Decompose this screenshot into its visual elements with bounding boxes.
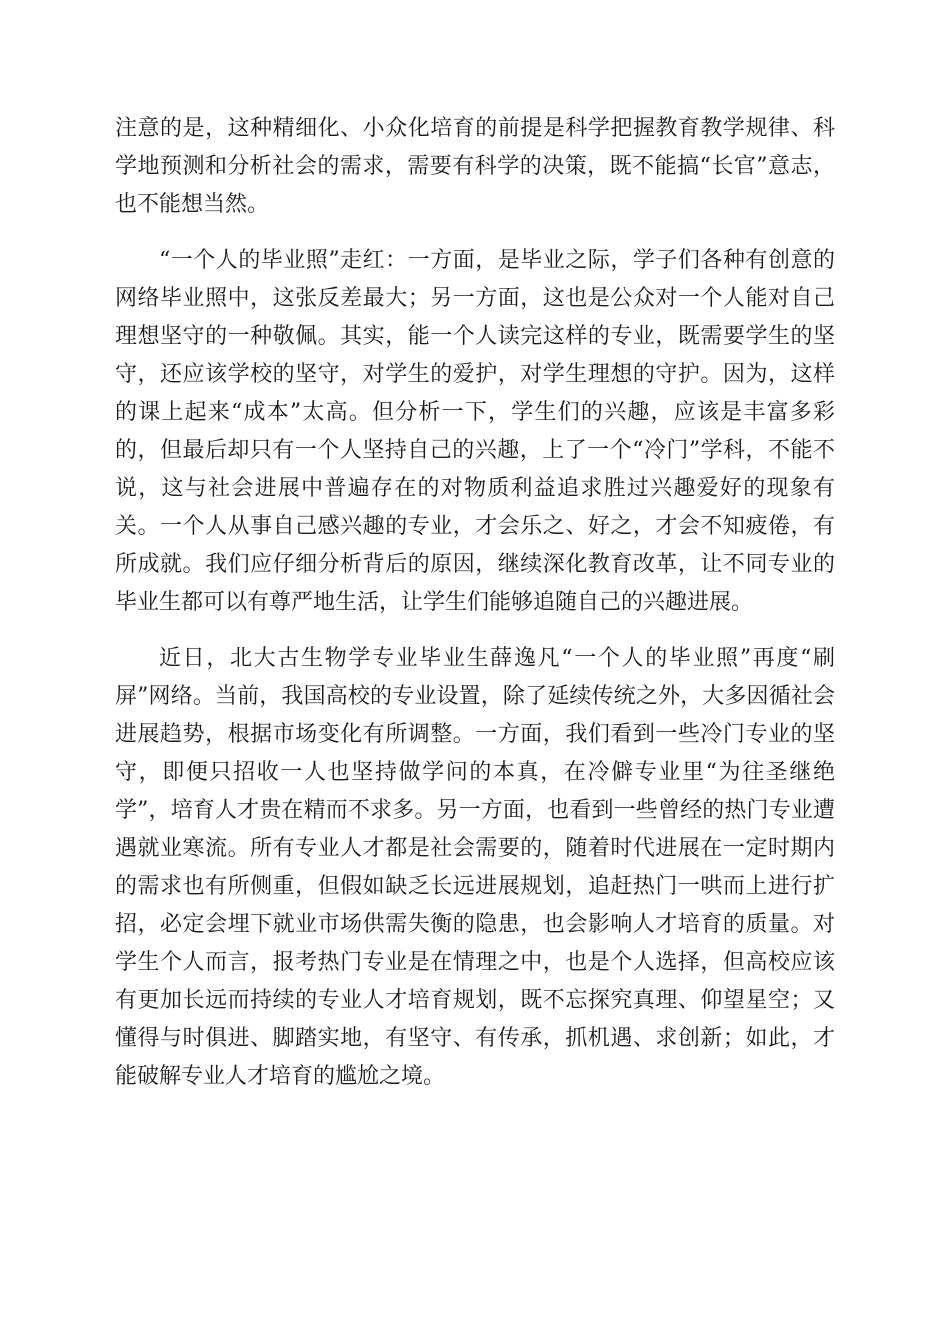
paragraph-graduation-photo: “一个人的毕业照”走红：一方面，是毕业之际，学子们各种有创意的网络毕业照中，这张反差最大；另一方面，这也是公众对一个人能对自己理想坚守的一种敬佩。其实，能一个人读完这样的专业，既需要学生的坚守，还应该学校的坚守，对学生的爱护，对学生理想的守护。因为，这样的课上起来“成本”太高。但分析一下，学生们的兴趣，应该是丰富多彩的，但最后却只有一个人坚持自己的兴趣，上了一个“冷门”学科，不能不说，这与社会进展中普遍存在的对物质利益追求胜过兴趣爱好的现象有关。一个人从事自己感兴趣的专业，才会乐之、好之，才会不知疲倦，有所成就。我们应仔细分析背后的原因，继续深化教育改革，让不同专业的毕业生都可以有尊严地生活，让学生们能够追随自己的兴趣进展。 xyxy=(115,248,835,615)
paragraph-peking-university: 近日，北大古生物学专业毕业生薛逸凡“一个人的毕业照”再度“刷屏”网络。当前，我国高校的专业设置，除了延续传统之外，大多因循社会进展趋势，根据市场变化有所调整。一方面，我们看到一些冷门专业的坚守，即便只招收一人也坚持做学问的本真，在冷僻专业里“为往圣继绝学”，培育人才贵在精而不求多。另一方面，也看到一些曾经的热门专业遭遇就业寒流。所有专业人才都是社会需要的，随着时代进展在一定时期内的需求也有所侧重，但假如缺乏长远进展规划，追赶热门一哄而上进行扩招，必定会埋下就业市场供需失衡的隐患，也会影响人才培育的质量。对学生个人而言，报考热门专业是在情理之中，也是个人选择，但高校应该有更加长远而持续的专业人才培育规划，既不忘探究真理、仰望星空；又懂得与时俱进、脚踏实地，有坚守、有传承，抓机遇、求创新；如此，才能破解专业人才培育的尴尬之境。 xyxy=(115,646,835,1089)
document-body xyxy=(115,110,835,1114)
paragraph-continuation: 注意的是，这种精细化、小众化培育的前提是科学把握教育教学规律、科学地预测和分析社会的需求，需要有科学的决策，既不能搞“长官”意志，也不能想当然。 xyxy=(115,116,835,217)
